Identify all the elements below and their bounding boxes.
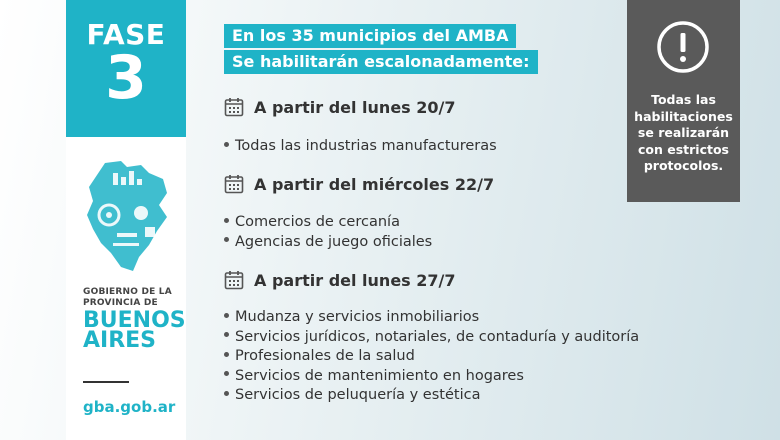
notice-line: habilitaciones (634, 108, 733, 124)
calendar-icon (224, 270, 244, 290)
bullet-icon (224, 313, 229, 318)
list-item (224, 347, 639, 367)
notice-line: se realizarán (637, 125, 730, 140)
list-item-text: Todas las industrias manufactureras (235, 138, 497, 154)
section-title: A partir del lunes 27/7 (254, 270, 456, 290)
item-list (224, 308, 639, 406)
headline-line-1: En los 35 municipios del AMBA (224, 24, 516, 48)
list-item (224, 308, 639, 328)
list-item-text: Servicios jurídicos, notariales, de contaduría y auditoría (235, 328, 640, 345)
list-item (224, 233, 432, 253)
province-name-line-1: BUENOS (83, 308, 186, 333)
list-item-text: Servicios de peluquería y estética (235, 387, 481, 403)
bullet-icon (224, 391, 229, 396)
bullet-icon (224, 142, 229, 147)
headline-line-2: Se habilitarán escalonadamente: (224, 50, 538, 74)
list-item (224, 367, 639, 387)
section-header (224, 270, 456, 290)
calendar-icon (224, 174, 244, 194)
notice-line: Todas las (651, 92, 716, 107)
bullet-icon (224, 237, 229, 242)
section-header (224, 174, 494, 194)
notice-text (627, 92, 740, 175)
exclamation-circle-icon (656, 20, 710, 74)
notice-line: con estrictos (637, 141, 729, 157)
section-title: A partir del miércoles 22/7 (254, 174, 495, 194)
bullet-icon (224, 371, 229, 376)
phase-label: FASE (86, 18, 166, 51)
item-list (224, 137, 497, 157)
list-item-text: Comercios de cercanía (235, 214, 400, 230)
divider (83, 381, 129, 383)
calendar-icon (224, 97, 244, 117)
list-item (224, 137, 497, 157)
list-item-text: Profesionales de la salud (235, 348, 415, 364)
phase-number: 3 (105, 43, 147, 113)
list-item-text: Mudanza y servicios inmobiliarios (235, 309, 480, 325)
bullet-icon (224, 332, 229, 337)
list-item (224, 386, 639, 406)
list-item-text: Agencias de juego oficiales (235, 233, 433, 250)
gov-line-2: PROVINCIA DE (83, 298, 158, 308)
bullet-icon (224, 218, 229, 223)
province-map-logo (83, 157, 171, 275)
phase-badge (66, 0, 186, 137)
list-item (224, 328, 639, 348)
item-list (224, 213, 432, 252)
list-item-text: Servicios de mantenimiento en hogares (235, 367, 524, 384)
list-item (224, 213, 432, 233)
section-header (224, 97, 456, 117)
website-link[interactable]: gba.gob.ar (83, 398, 176, 416)
notice-box (627, 0, 740, 202)
left-panel (66, 0, 186, 440)
gov-line-1: GOBIERNO DE LA (83, 287, 172, 297)
bullet-icon (224, 352, 229, 357)
province-name-line-2: AIRES (83, 328, 157, 353)
section-title: A partir del lunes 20/7 (254, 97, 456, 117)
notice-line: protocolos. (643, 158, 724, 173)
